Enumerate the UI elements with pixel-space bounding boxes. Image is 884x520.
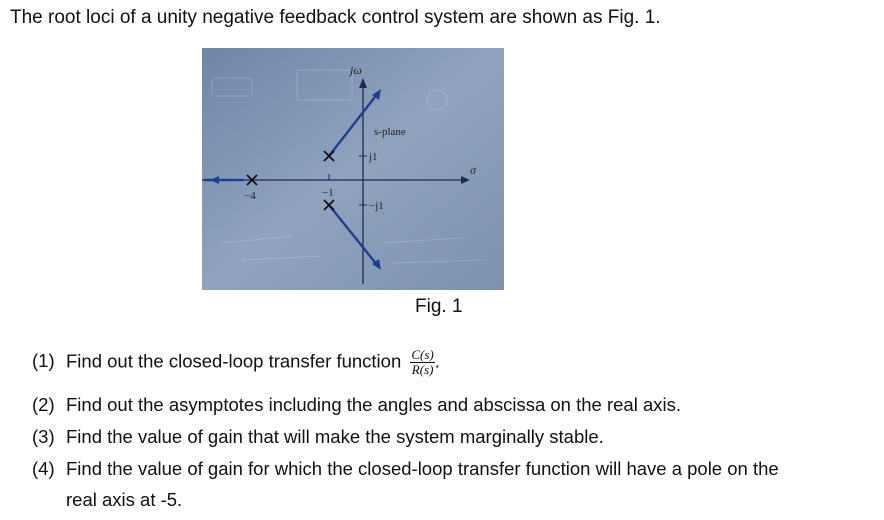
question-4 <box>32 458 779 480</box>
problem-intro: The root loci of a unity negative feedback control system are shown as Fig. 1. <box>10 7 661 28</box>
question-2 <box>32 394 681 416</box>
question-text: Find the value of gain for which the closed-loop transfer function will have a pole on the <box>66 458 779 479</box>
question-text: Find out the asymptotes including the angles and abscissa on the real axis. <box>66 394 681 415</box>
question-text: Find the value of gain that will make the system marginally stable. <box>66 426 604 447</box>
neg-j1-label: −j1 <box>369 200 384 212</box>
question-4-continuation: real axis at -5. <box>66 489 183 510</box>
question-period: . <box>434 350 440 372</box>
question-number: (1) <box>32 350 55 372</box>
question-1 <box>32 348 440 377</box>
root-locus-plot <box>202 48 504 290</box>
question-number: (3) <box>32 426 55 447</box>
question-text: Find out the closed-loop transfer function <box>66 350 402 372</box>
question-number: (4) <box>32 458 55 479</box>
s-plane-label: s-plane <box>374 126 406 138</box>
transfer-function-fraction <box>410 348 434 377</box>
fraction-denominator: R(s) <box>411 362 434 377</box>
question-3 <box>32 426 604 448</box>
sigma-axis-label: σ <box>470 163 476 177</box>
neg1-label: −1 <box>322 187 334 199</box>
root-locus-figure <box>202 48 504 290</box>
fraction-numerator: C(s) <box>411 347 434 362</box>
j1-label: j1 <box>369 151 378 163</box>
question-number: (2) <box>32 394 55 415</box>
figure-caption: Fig. 1 <box>415 296 463 317</box>
neg4-label: −4 <box>244 190 256 202</box>
jw-axis-label: jω <box>350 63 362 77</box>
